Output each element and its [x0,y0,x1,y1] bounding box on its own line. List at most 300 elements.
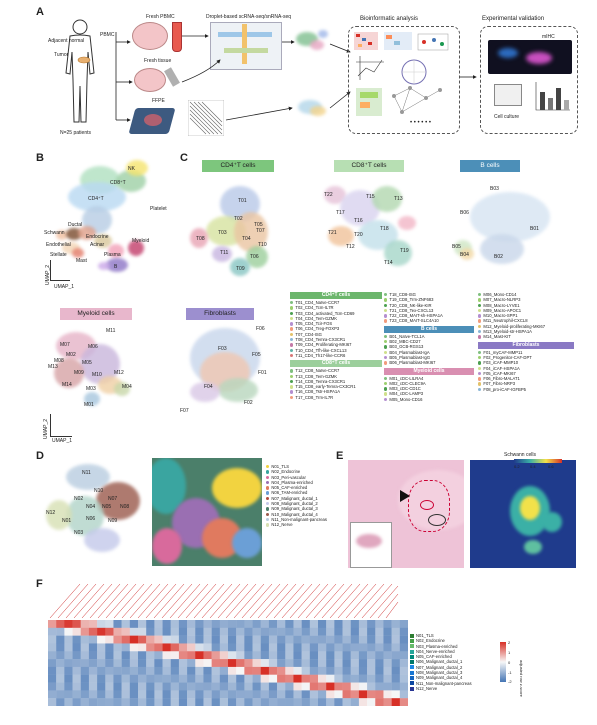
heatmap-cell [326,675,334,683]
heatmap-cell [220,628,228,636]
cd4-t11: T11 [220,250,229,256]
heatmap-cell [343,659,351,667]
mihc-blob-2 [526,52,552,64]
heatmap-cell [359,643,367,651]
legend-swatch [384,356,387,359]
legend-swatch [384,392,387,395]
legend-item-label: T10_CD4_Tfh-like-CXCL13 [295,347,347,353]
label-platelet: Platelet [150,206,167,212]
heatmap-cell [285,675,293,683]
heatmap-cell [203,683,211,691]
heatmap-cell [138,690,146,698]
heatmap-cell [261,628,269,636]
niche-legend-label: N06_TAM-enriched [271,490,308,496]
heatmap-cell [277,690,285,698]
heatmap-cell [261,698,269,706]
heatmap-cell [130,659,138,667]
heatmap-cell [105,620,113,628]
panel-f-row-labels [410,633,490,691]
heatmap-cell [130,636,138,644]
heatmap-cell [375,690,383,698]
myeloid-umap [43,322,164,444]
heatmap-cell [400,620,408,628]
heatmap-cell [212,636,220,644]
d-n02: N02 [74,496,84,502]
heatmap-cell [293,667,301,675]
heatmap-cell [171,667,179,675]
panel-d-legend [266,464,334,528]
row-color-swatch [410,634,414,638]
heatmap-cell [113,651,121,659]
heatmap-cell [179,636,187,644]
d-n11: N11 [82,470,91,476]
heatmap-cell [146,690,154,698]
heatmap-cell [277,698,285,706]
heatmap-cell [269,659,277,667]
niche-legend-label: N03_Peri-vascular [271,474,306,480]
heatmap-cell [261,683,269,691]
heatmap-cell [334,659,342,667]
heatmap-cell [195,628,203,636]
legend-item-label: T03_CD4_activated_Tcm-CD69 [295,310,355,316]
heatmap-colorbar [500,642,506,682]
heatmap-cell [277,628,285,636]
legend-b-head: B cells [384,326,474,333]
row-label-text: N03_Plasma-enriched [416,643,458,649]
cd4-t09: T09 [236,266,245,272]
legend-swatch [384,314,387,317]
legend-swatch [290,338,293,341]
heatmap-cell [179,651,187,659]
row-color-swatch [410,665,414,669]
b-b02: B02 [494,254,503,260]
heatmap-cell [154,628,162,636]
heatmap-cell [113,628,121,636]
fibro-title: Fibroblasts [204,310,236,317]
heatmap-cell [228,690,236,698]
heatmap-cell [89,651,97,659]
heatmap-cell [318,698,326,706]
heatmap-cell [326,651,334,659]
heatmap-cell [351,620,359,628]
ffpe-label: FFPE [152,98,165,104]
heatmap-cell [343,667,351,675]
legend-item-label: T12_CD8_Naïve-CCR7 [295,368,340,374]
heatmap-cell [334,690,342,698]
legend-item-label: T17_CD8_Trm-IL7R [295,394,334,400]
heatmap-cell [244,659,252,667]
heatmap-cell [310,643,318,651]
heatmap-cell [56,651,64,659]
heatmap-cell [383,636,391,644]
legend-swatch [478,382,481,385]
cd4-t10: T10 [258,242,267,248]
heatmap-cell [179,667,187,675]
heatmap-cell [400,628,408,636]
heatmap-cell [367,636,375,644]
heatmap-cell [310,698,318,706]
heatmap-cell [351,683,359,691]
heatmap-cell [383,620,391,628]
heatmap-cell [171,628,179,636]
label-stellate: Stellate [50,252,67,258]
legend-swatch [384,309,387,312]
legend-swatch [290,385,293,388]
heatmap-cell [318,636,326,644]
heatmap-cell [146,683,154,691]
row-label-text: N01_TLS [416,633,434,638]
legend-item-label: T18_CD8-ISG [389,292,416,297]
heatmap-cell [269,698,277,706]
cd8-title: CD8⁺T cells [351,162,387,169]
legend-item-label: T21_CD8_Tex-CXCL13 [389,307,434,313]
heatmap-cell [89,675,97,683]
legend-item-label: F04_iCAF-HSPA1A [483,365,520,371]
heatmap-cell [326,698,334,706]
legend-item-label: T08_CD4_Temra-CX3CR1 [295,337,346,343]
heatmap-cell [105,690,113,698]
legend-cd4 [290,292,382,400]
heatmap-cell [302,667,310,675]
heatmap-cell [343,683,351,691]
heatmap-cell [179,675,187,683]
heatmap-cell [392,683,400,691]
my-m06: M06 [88,344,98,350]
heatmap-cell [261,636,269,644]
d-n09: N09 [108,518,118,524]
heatmap-cell [56,659,64,667]
heatmap-cell [253,620,261,628]
heatmap-cell [113,698,121,706]
legend-swatch [478,319,481,322]
niche-legend-label: N08_Malignant_ductal_2 [271,501,318,507]
heatmap-cell [220,683,228,691]
legend-swatch [384,382,387,385]
heatmap-cell [351,667,359,675]
heatmap-cell [343,675,351,683]
heatmap-cell [392,675,400,683]
heatmap-cell [146,620,154,628]
schwann-tick-3: 0.6 [548,464,554,469]
heatmap-cell [334,698,342,706]
legend-swatch [384,319,387,322]
heatmap-cell [269,651,277,659]
b-umap [450,176,560,286]
heatmap-cell [187,636,195,644]
heatmap-cell [269,636,277,644]
heatmap-cell [64,690,72,698]
legend-item-label: T23_CD8_MAIT-SLC4A10 [389,318,439,324]
legend-swatch [290,312,293,315]
culture-plate-icon [494,84,522,106]
heatmap-cell [146,651,154,659]
heatmap-cell [203,620,211,628]
row-label-text: N11_Non-malignant-pancreas [416,680,472,686]
heatmap-cell [383,698,391,706]
heatmap-cell [212,628,220,636]
heatmap-cell [400,659,408,667]
heatmap-cell [359,683,367,691]
heatmap-cell [293,683,301,691]
heatmap-cell [334,667,342,675]
heatmap-cell [203,659,211,667]
heatmap-cell [228,643,236,651]
heatmap-cell [318,620,326,628]
heatmap-cell [154,683,162,691]
legend-item-label: T19_CD8_Trm-ZNF683 [389,297,434,303]
heatmap-cell [318,675,326,683]
heatmap-cell [269,628,277,636]
heatmap-cell [163,628,171,636]
niche-swatch [266,486,269,489]
heatmap-cell [203,636,211,644]
cb-tick-4: -1 [508,670,512,675]
heatmap-cell [351,643,359,651]
heatmap-cell [187,690,195,698]
my-umap2: UMAP_2 [43,418,50,440]
heatmap-cell [220,690,228,698]
heatmap-cell [326,667,334,675]
legend-item-label: T06_CD4_Treg-FOXP3 [295,326,340,332]
heatmap-cell [212,667,220,675]
cd4-t08: T08 [196,236,205,242]
fb-f07: F07 [180,408,189,414]
legend-item-label: M13_Myeloid-str-HSPA1A [483,329,532,335]
heatmap-cell [138,636,146,644]
umap2-label: UMAP_2 [45,264,52,286]
niche-legend-label: N04_Plasma-enriched [271,479,313,485]
heatmap-cell [400,636,408,644]
legend-swatch [384,335,387,338]
niche-swatch [266,497,269,500]
row-label-text: N02_Endocrine [416,638,445,644]
legend-item-label: T07_CD4-ISG [295,331,322,337]
heatmap-cell [48,620,56,628]
heatmap-cell [383,643,391,651]
heatmap-cell [97,636,105,644]
heatmap-cell [253,643,261,651]
heatmap-cell [383,659,391,667]
heatmap-cell [400,651,408,659]
heatmap-cell [302,659,310,667]
heatmap-cell [195,667,203,675]
heatmap-cell [277,683,285,691]
heatmap-cell [122,698,130,706]
heatmap-cell [302,675,310,683]
legend-item-label: F07_Fibro-NRP3 [483,381,516,387]
heatmap-cell [359,690,367,698]
legend-item-label: F01_myCAF-MMP11 [483,349,523,355]
heatmap-cell [138,683,146,691]
heatmap-cell [285,698,293,706]
legend-swatch [478,325,481,328]
patients-label: N=25 patients [60,130,91,136]
legend-item-label: T05_CD4_Tcir-FOS [295,321,333,327]
legend-item-label: F08_pro-iCAF-IGFBP5 [483,386,526,392]
heatmap-cell [81,651,89,659]
heatmap-cell [277,659,285,667]
heatmap-cell [285,683,293,691]
panel-letter-f: F [36,578,43,590]
legend-swatch [478,330,481,333]
heatmap-cell [187,667,195,675]
legend-item-label: M05_Mono-CD16 [389,396,423,402]
heatmap-cell [154,698,162,706]
legend-item-label: F02_Progenitor-CAF-DPT [483,354,532,360]
heatmap-cell [334,651,342,659]
panel-d-map [46,460,142,560]
heatmap-cell [236,667,244,675]
heatmap-cell [392,643,400,651]
legend-swatch [290,375,293,378]
heatmap-cell [113,690,121,698]
heatmap-cell [310,659,318,667]
heatmap-cell [48,690,56,698]
heatmap-cell [351,698,359,706]
label-plasma: Plasma [104,252,121,258]
heatmap-cell [392,651,400,659]
heatmap-cell [285,651,293,659]
label-acinar: Acinar [90,242,105,248]
legend-item [478,334,574,339]
legend-swatch [384,361,387,364]
legend-swatch [384,304,387,307]
cd4-title-bar [202,160,274,172]
heatmap-cell [122,651,130,659]
legend-swatch [478,356,481,359]
legend-item-label: M02_cDC-CLEC9A [389,380,426,386]
row-label-text: N05_CAF-enriched [416,654,452,660]
heatmap-cell [163,675,171,683]
heatmap-cell [375,667,383,675]
heatmap-cell [113,659,121,667]
flow-arrows [108,12,378,142]
cd4-t02: T02 [234,216,243,222]
panel-e-schwann [470,460,576,568]
niche-swatch [266,502,269,505]
legend-cd4-head: CD4⁺T cells [290,292,382,299]
heatmap-cell [302,636,310,644]
heatmap-cell [97,659,105,667]
heatmap-cell [228,636,236,644]
legend-swatch [384,340,387,343]
legend-item-label: T15_CD8_early-Temra-CX3CR1 [295,384,356,390]
heatmap-cell [97,651,105,659]
adjacent-normal-label: Adjacent normal [48,38,85,44]
heatmap-cell [122,636,130,644]
heatmap-cell [302,698,310,706]
heatmap-cell [351,675,359,683]
heatmap-cell [113,667,121,675]
row-label-text: N04_Nerve-enriched [416,648,455,654]
heatmap-cell [220,667,228,675]
heatmap-cell [343,636,351,644]
legend-fibro-head: Fibroblasts [478,342,574,349]
heatmap-cell [277,620,285,628]
heatmap-cell [285,628,293,636]
cd8-t22: T22 [324,192,333,198]
niche-legend-label: N01_TLS [271,464,290,469]
legend-swatch [478,372,481,375]
heatmap-cell [236,683,244,691]
heatmap-cell [367,620,375,628]
niche-swatch [266,513,269,516]
heatmap-cell [359,667,367,675]
heatmap-cell [81,675,89,683]
heatmap-cell [277,675,285,683]
heatmap-cell [122,643,130,651]
heatmap-cell [138,643,146,651]
heatmap-cell [375,651,383,659]
heatmap-cell [89,628,97,636]
fb-f05: F05 [252,352,261,358]
heatmap-cell [269,683,277,691]
schwann-tick-2: 0.4 [530,464,536,469]
heatmap-cell [64,698,72,706]
heatmap-cell [163,651,171,659]
heatmap-cell [285,667,293,675]
heatmap-cell [64,675,72,683]
panel-letter-d: D [36,450,44,462]
heatmap-cell [130,667,138,675]
heatmap-cell [154,636,162,644]
heatmap-cell [359,636,367,644]
heatmap-cell [302,651,310,659]
heatmap-cell [48,643,56,651]
my-m14: M14 [62,382,72,388]
heatmap-cell [203,698,211,706]
heatmap-cell [400,675,408,683]
heatmap-cell [64,651,72,659]
heatmap-cell [64,683,72,691]
bar-plot-icon [534,80,572,114]
heatmap-cell [138,651,146,659]
heatmap-cell [228,698,236,706]
heatmap-cell [383,675,391,683]
heatmap-cell [236,698,244,706]
heatmap-cell [105,683,113,691]
heatmap-cell [146,628,154,636]
heatmap-cell [383,628,391,636]
legend-item [478,387,574,392]
heatmap-cell [375,620,383,628]
heatmap-cell [179,698,187,706]
heatmap-cell [130,628,138,636]
heatmap-cell [56,675,64,683]
legend-swatch [478,293,481,296]
heatmap-cell [138,675,146,683]
row-color-swatch [410,639,414,643]
heatmap-cell [89,667,97,675]
b-b06: B06 [460,210,469,216]
heatmap-cell [367,683,375,691]
heatmap-cell [359,659,367,667]
heatmap-cell [261,651,269,659]
heatmap-cell [375,643,383,651]
heatmap-cell [253,683,261,691]
heatmap-cell [293,698,301,706]
cd8-t14: T14 [384,260,393,266]
heatmap-cell [253,675,261,683]
heatmap-cell [130,620,138,628]
my-m10: M10 [92,372,102,378]
heatmap-cell [212,643,220,651]
heatmap-cell [351,690,359,698]
heatmap-cell [375,636,383,644]
heatmap-cell [228,651,236,659]
heatmap-cell [163,698,171,706]
heatmap-cell [154,659,162,667]
